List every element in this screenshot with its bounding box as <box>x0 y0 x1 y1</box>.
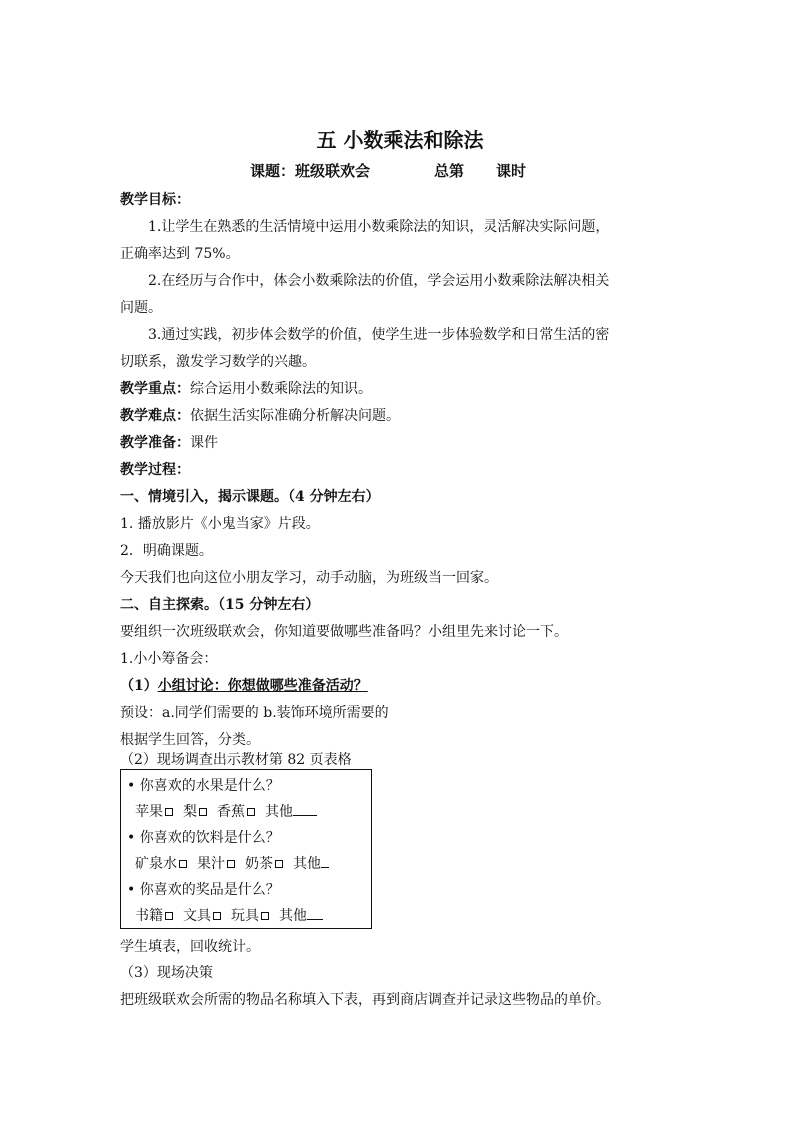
goal-1-line-2: 正确率达到 75%。 <box>120 246 240 262</box>
goal-3-line-1: 3.通过实践，初步体会数学的价值，使学生进一步体验数学和日常生活的密 <box>148 327 610 343</box>
question-2: （2）现场调查出示教材第 82 页表格 <box>120 752 352 768</box>
checkbox[interactable] <box>165 912 173 920</box>
section-1-heading: 一、情境引入，揭示课题。（4 分钟左右） <box>120 489 380 505</box>
question-1-number: （1） <box>120 678 158 694</box>
survey-options-drink <box>135 854 329 874</box>
process-heading: 教学过程： <box>120 462 190 478</box>
checkbox[interactable] <box>199 808 207 816</box>
lesson-topic: 课题：班级联欢会 <box>250 162 371 180</box>
difficulty-label: 教学难点： <box>120 408 190 424</box>
option-label: 梨 <box>183 804 197 820</box>
option-label: 奶茶 <box>245 856 273 872</box>
survey-box <box>120 769 372 929</box>
section-2-item-1: 1.小小筹备会： <box>120 651 218 667</box>
total-label: 总第 <box>434 162 465 180</box>
option-label: 书籍 <box>135 908 163 924</box>
preparation <box>120 433 218 453</box>
section-2-heading: 二、自主探索。（15 分钟左右） <box>120 597 320 613</box>
after-survey-text: 学生填表，回收统计。 <box>120 939 260 955</box>
section-1-item-2: 2．明确课题。 <box>120 543 213 559</box>
goal-3-line-2: 切联系，激发学习数学的兴趣。 <box>120 354 316 370</box>
survey-question-prize: • 你喜欢的奖品是什么？ <box>127 882 280 898</box>
prep-label: 教学准备： <box>120 435 190 451</box>
option-label: 矿泉水 <box>135 856 177 872</box>
goals-heading: 教学目标： <box>120 192 190 208</box>
fill-blank[interactable] <box>321 866 329 868</box>
goal-2-line-1: 2.在经历与合作中，体会小数乘除法的价值，学会运用小数乘除法解决相关 <box>148 273 610 289</box>
key-point-label: 教学重点： <box>120 381 190 397</box>
fill-blank[interactable] <box>293 814 317 816</box>
checkbox[interactable] <box>179 860 187 868</box>
key-point-text: 综合运用小数乘除法的知识。 <box>190 381 372 397</box>
survey-options-fruit <box>135 802 317 822</box>
checkbox[interactable] <box>165 808 173 816</box>
option-label: 果汁 <box>197 856 225 872</box>
option-label: 玩具 <box>231 908 259 924</box>
section-1-text: 今天我们也向这位小朋友学习，动手动脑，为班级当一回家。 <box>120 570 498 586</box>
checkbox[interactable] <box>261 912 269 920</box>
chapter-title: 五 小数乘法和除法 <box>316 128 484 152</box>
checkbox[interactable] <box>247 808 255 816</box>
other-label: 其他 <box>265 804 293 820</box>
option-label: 苹果 <box>135 804 163 820</box>
goal-1-line-1: 1.让学生在熟悉的生活情境中运用小数乘除法的知识，灵活解决实际问题， <box>148 219 610 235</box>
preset-text: 预设：a.同学们需要的 b.装饰环境所需要的 <box>120 705 389 721</box>
question-1 <box>120 676 368 696</box>
checkbox[interactable] <box>275 860 283 868</box>
difficulty-text: 依据生活实际准确分析解决问题。 <box>190 408 400 424</box>
difficulty <box>120 406 400 426</box>
final-text: 把班级联欢会所需的物品名称填入下表，再到商店调查并记录这些物品的单价。 <box>120 992 610 1008</box>
section-1-item-1: 1. 播放影片《小鬼当家》片段。 <box>120 516 320 532</box>
survey-question-fruit: • 你喜欢的水果是什么？ <box>127 778 280 794</box>
fill-blank[interactable] <box>307 918 323 920</box>
checkbox[interactable] <box>213 912 221 920</box>
other-label: 其他 <box>293 856 321 872</box>
goal-2-line-2: 问题。 <box>120 300 162 316</box>
checkbox[interactable] <box>227 860 235 868</box>
survey-options-prize <box>135 906 323 926</box>
hour-label: 课时 <box>496 162 527 180</box>
other-label: 其他 <box>279 908 307 924</box>
section-2-text: 要组织一次班级联欢会，你知道要做哪些准备吗？小组里先来讨论一下。 <box>120 624 568 640</box>
option-label: 文具 <box>183 908 211 924</box>
question-3: （3）现场决策 <box>120 965 213 981</box>
option-label: 香蕉 <box>217 804 245 820</box>
answer-text: 根据学生回答，分类。 <box>120 732 260 748</box>
prep-text: 课件 <box>190 435 218 451</box>
survey-question-drink: • 你喜欢的饮料是什么？ <box>127 830 280 846</box>
question-1-text: 小组讨论：你想做哪些准备活动？ <box>157 678 368 694</box>
lesson-subtitle <box>250 160 526 182</box>
key-point <box>120 379 372 399</box>
